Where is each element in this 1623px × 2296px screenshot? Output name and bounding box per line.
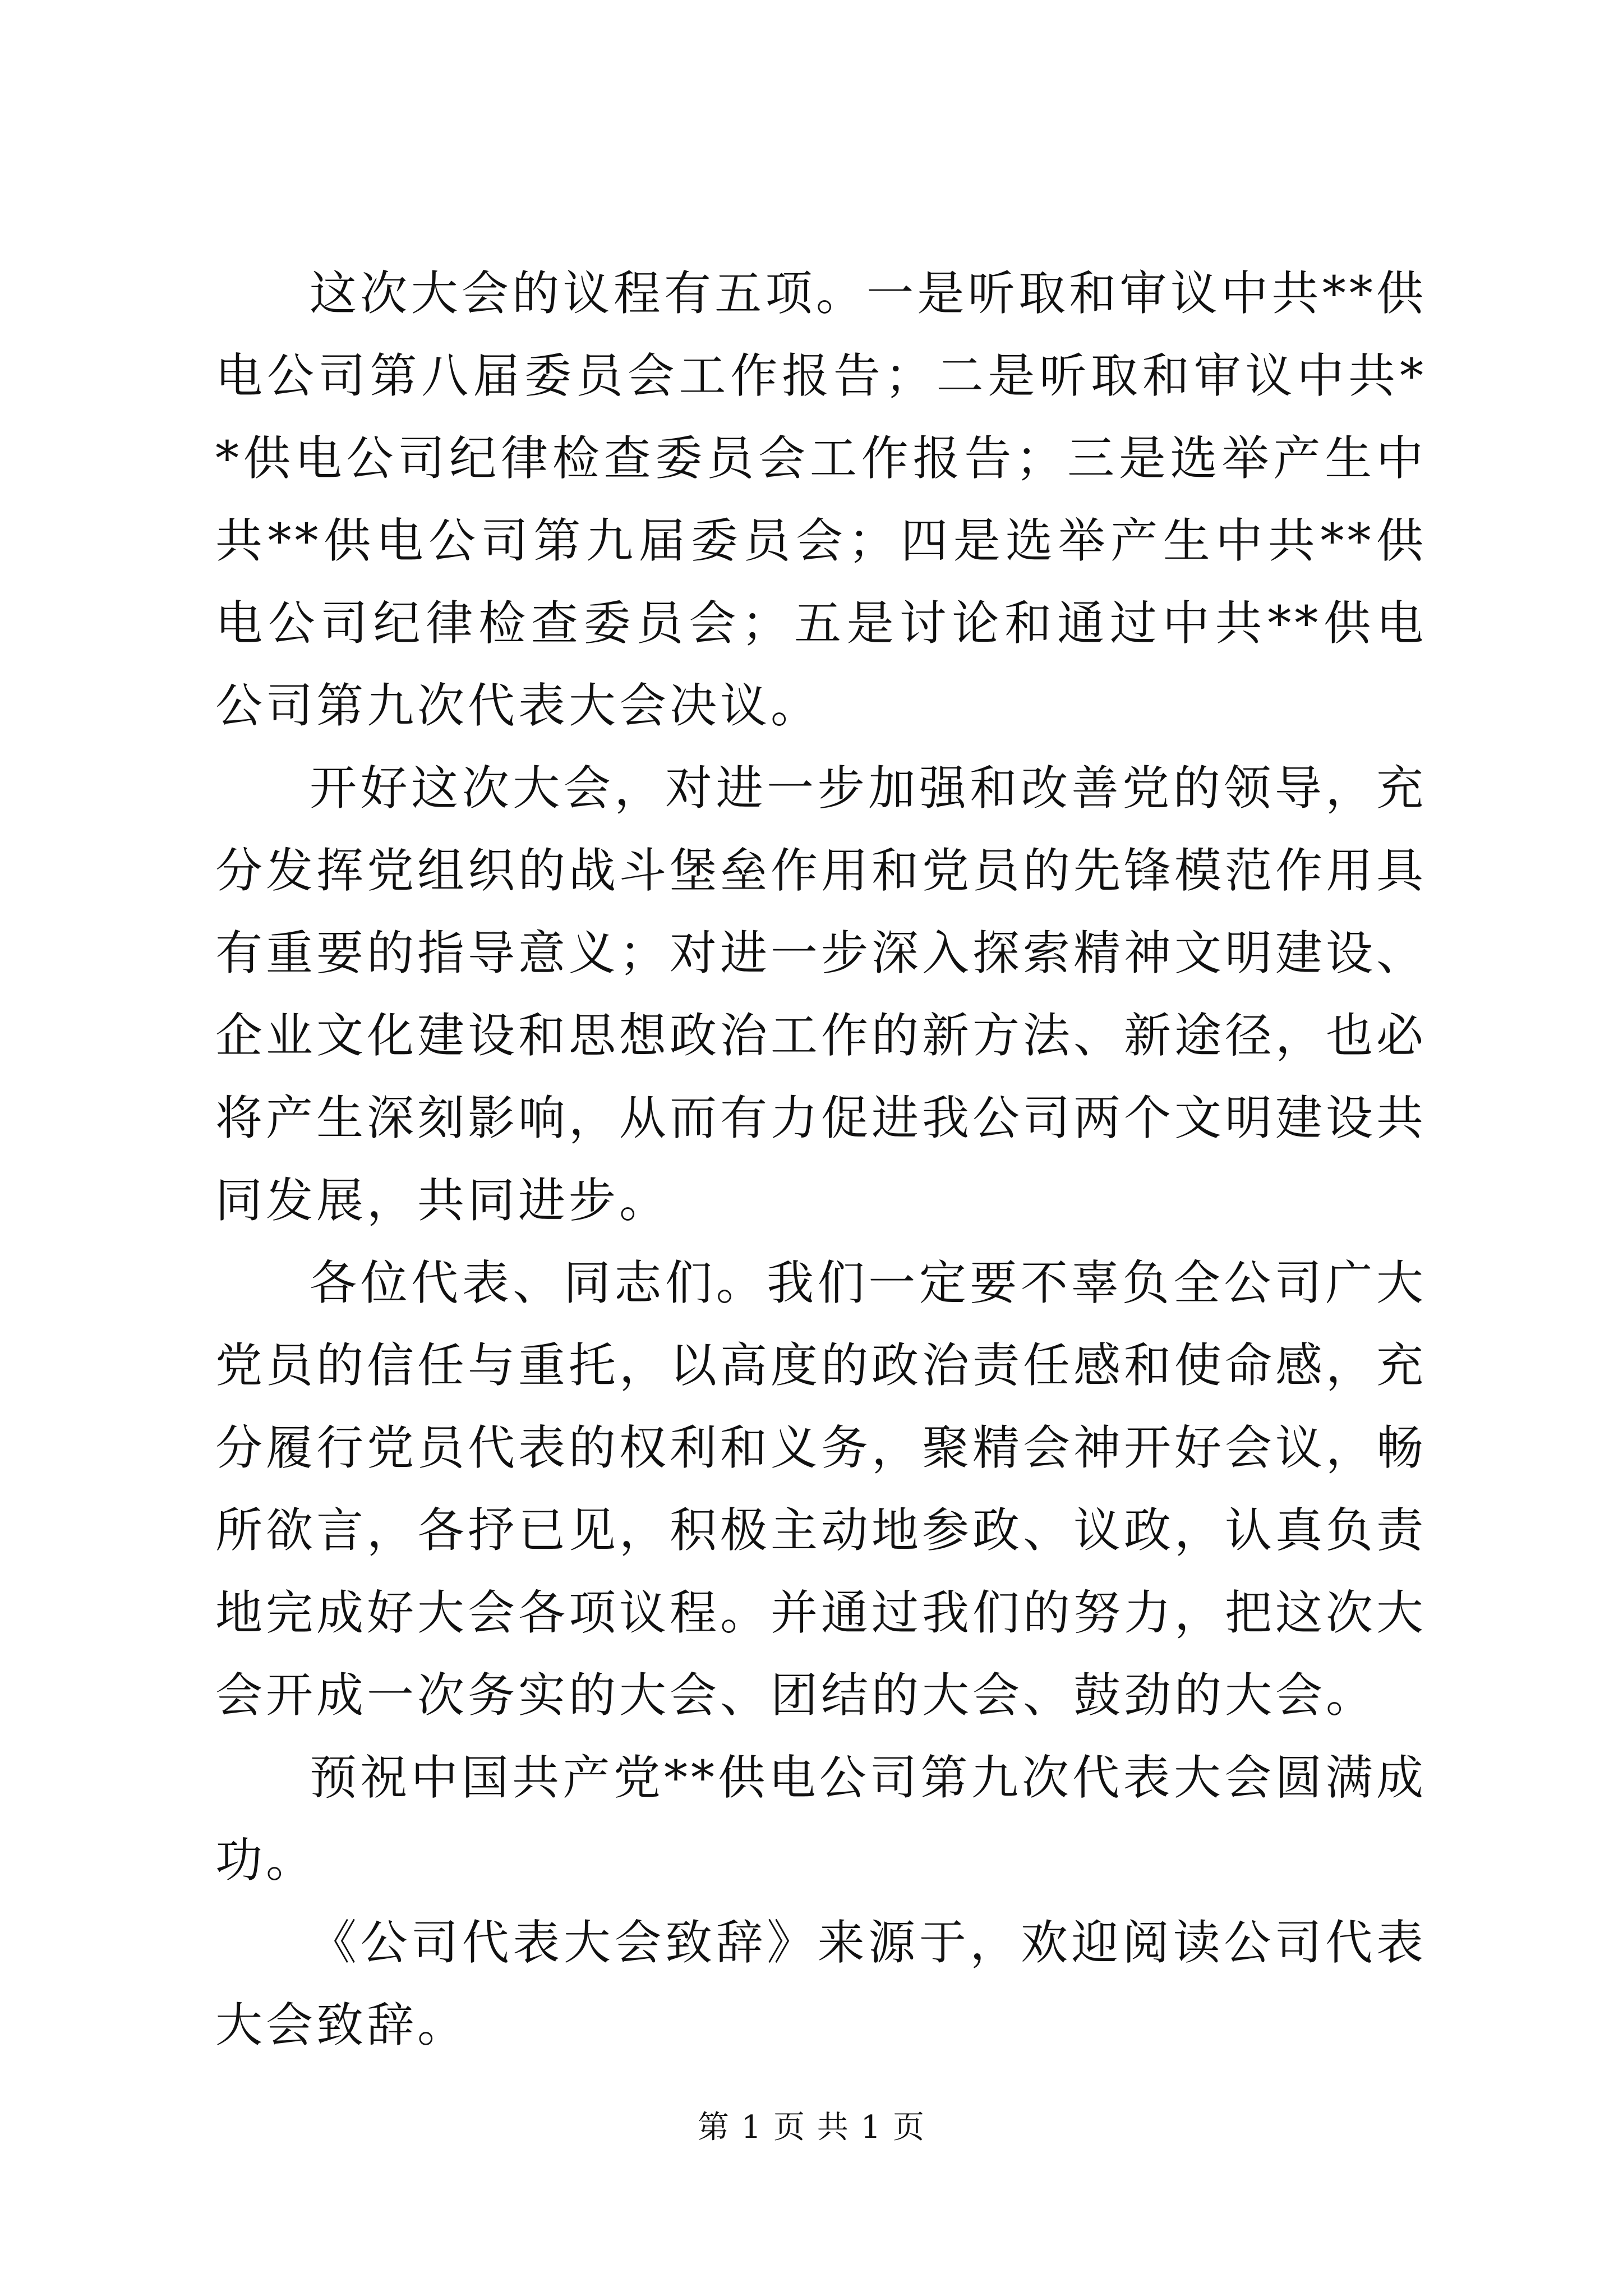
paragraph-source-note: 《公司代表大会致辞》来源于，欢迎阅读公司代表大会致辞。 xyxy=(215,1915,1427,2053)
paragraph-wish-success: 预祝中国共产党**供电公司第九次代表大会圆满成功。 xyxy=(215,1750,1427,1888)
page-number-footer: 第 1 页 共 1 页 xyxy=(697,2109,926,2146)
paragraph-call-to-delegates: 各位代表、同志们。我们一定要不辜负全公司广大党员的信任与重托，以高度的政治责任感和使命感，充分履行党员代表的权利和义务，聚精会神开好会议，畅所欲言，各抒已见，积极主动地参政、议政，认真负责地完成好大会各项议程。并通过我们的努力，把这次大会开成一次务实的大会、团结的大会、鼓劲的大会。 xyxy=(215,1255,1427,1723)
document-body xyxy=(215,252,1427,2067)
paragraph-significance: 开好这次大会，对进一步加强和改善党的领导，充分发挥党组织的战斗堡垒作用和党员的先锋模范作用具有重要的指导意义；对进一步深入探索精神文明建设、企业文化建设和思想政治工作的新方法、新途径，也必将产生深刻影响，从而有力促进我公司两个文明建设共同发展，共同进步。 xyxy=(215,761,1427,1228)
paragraph-agenda: 这次大会的议程有五项。一是听取和审议中共**供电公司第八届委员会工作报告；二是听取和审议中共**供电公司纪律检查委员会工作报告；三是选举产生中共**供电公司第九届委员会；四是选举产生中共**供电公司纪律检查委员会；五是讨论和通过中共**供电公司第九次代表大会决议。 xyxy=(215,266,1427,733)
